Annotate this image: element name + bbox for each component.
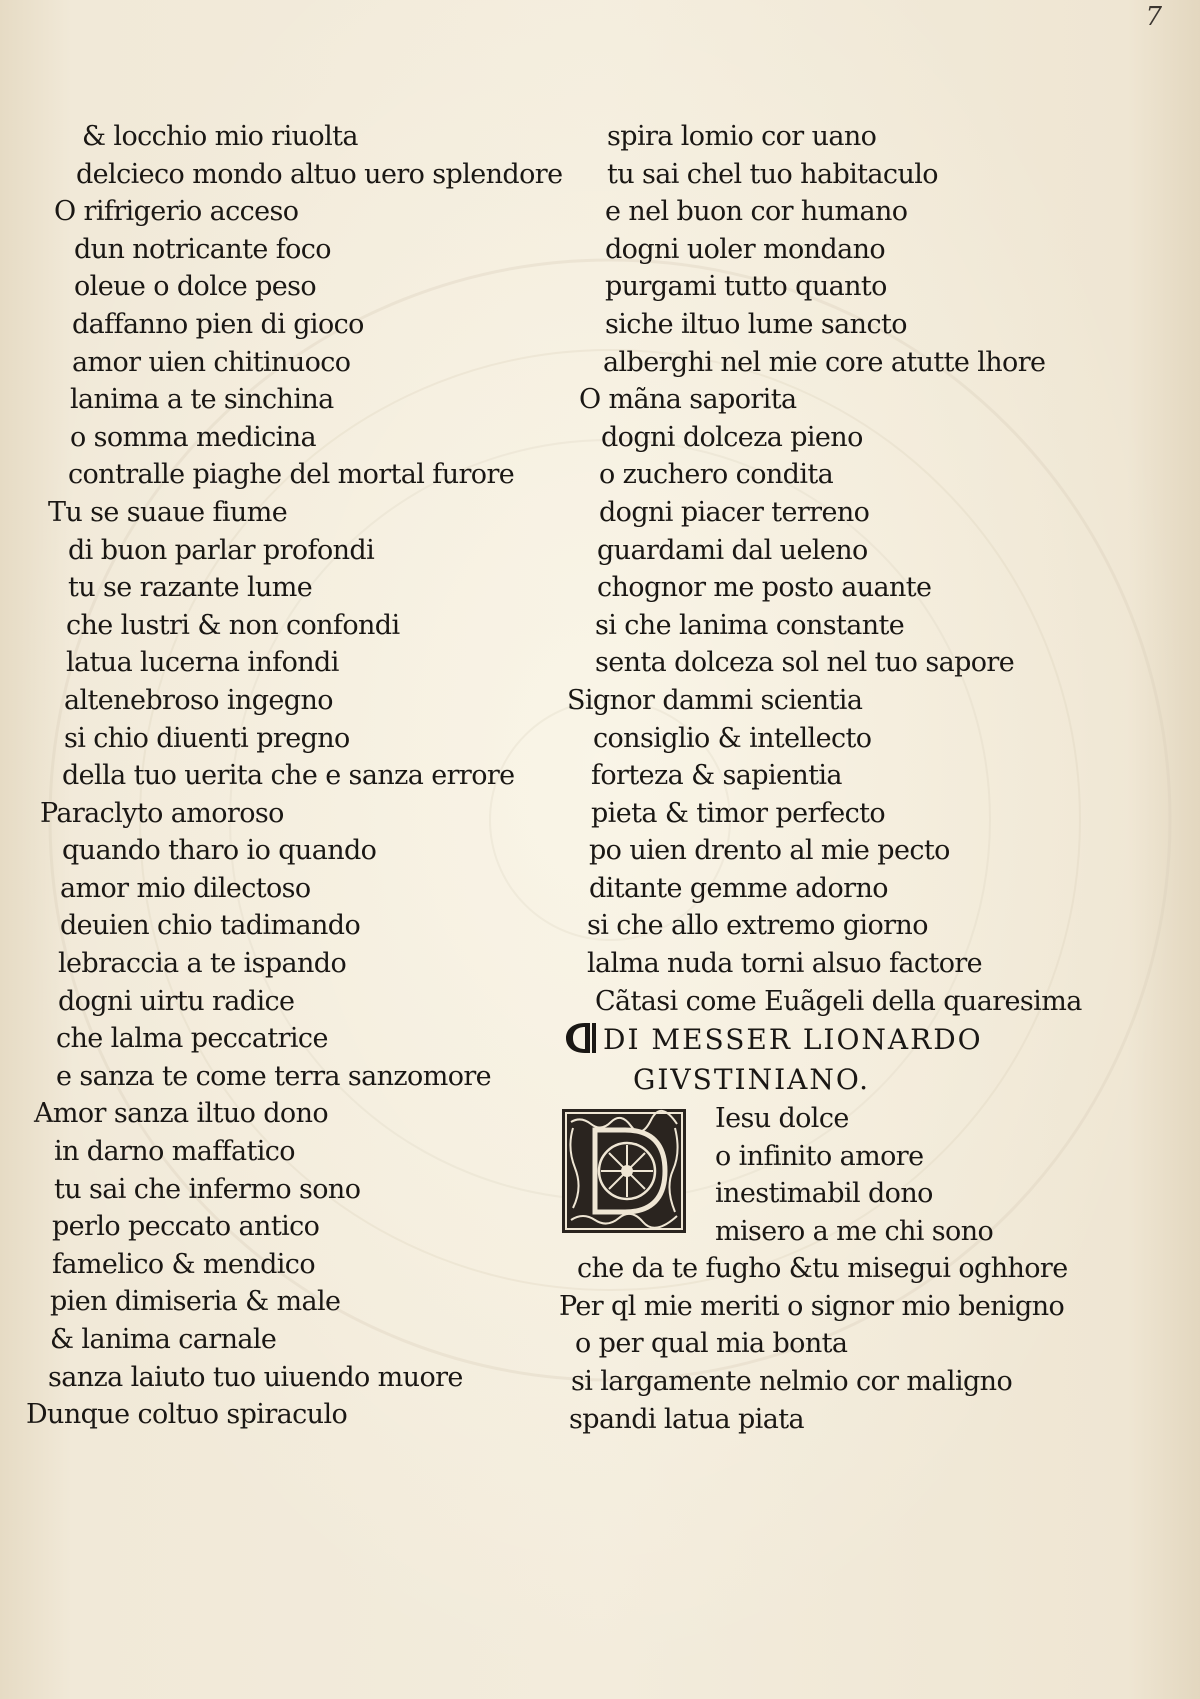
verse-line: pieta & timor perfecto	[591, 797, 886, 829]
verse-line: Per ql mie meriti o signor mio benigno	[559, 1290, 1065, 1322]
verse-line: lanima a te sinchina	[70, 384, 334, 416]
verse-line: perlo peccato antico	[52, 1211, 320, 1243]
verse-line: o per qual mia bonta	[575, 1328, 848, 1360]
verse-line: dogni uirtu radice	[58, 985, 295, 1017]
verse-line: si chio diuenti pregno	[64, 722, 350, 754]
verse-line: misero a me chi sono	[715, 1216, 994, 1248]
verse-line: amor uien chitinuoco	[72, 346, 351, 378]
verse-line: tu sai che infermo sono	[54, 1173, 361, 1205]
decorated-initial-icon	[561, 1108, 687, 1234]
pilcrow-icon	[563, 1021, 599, 1055]
verse-line: guardami dal ueleno	[597, 534, 868, 566]
verse-line: spira lomio cor uano	[607, 121, 877, 152]
verse-line: della tuo uerita che e sanza errore	[62, 760, 515, 792]
verse-line: & locchio mio riuolta	[82, 121, 358, 152]
section-heading-continued	[555, 1060, 1055, 1100]
verse-line: si largamente nelmio cor maligno	[571, 1366, 1013, 1398]
verse-line: dogni dolceza pieno	[601, 421, 863, 453]
verse-line: lalma nuda torni alsuo factore	[587, 948, 983, 980]
verse-line: dogni piacer terreno	[599, 496, 870, 528]
verse-line: che lalma peccatrice	[56, 1023, 328, 1055]
right-column	[555, 118, 1082, 1438]
section-heading	[555, 1020, 1055, 1060]
verse-line: e nel buon cor humano	[605, 196, 908, 228]
verse-line: si che allo extremo giorno	[587, 910, 928, 942]
heading-line-1: DI MESSER LIONARDO	[603, 1023, 983, 1057]
verse-line: famelico & mendico	[52, 1248, 315, 1280]
verse-line: tu sai chel tuo habitaculo	[607, 158, 938, 190]
verse-line: dogni uoler mondano	[605, 233, 886, 265]
verse-line: delcieco mondo altuo uero splendore	[76, 158, 563, 190]
verse-line: ditante gemme adorno	[589, 872, 888, 904]
verse-line: Tu se suaue fiume	[48, 496, 288, 528]
verses-beside-initial	[715, 1100, 993, 1250]
folio-number: 7	[1145, 2, 1162, 32]
verse-line: latua lucerna infondi	[66, 647, 339, 679]
verse-line: amor mio dilectoso	[60, 872, 311, 904]
verse-line: Iesu dolce	[715, 1103, 849, 1135]
verse-line: daffanno pien di gioco	[72, 308, 364, 340]
verse-line: dun notricante foco	[74, 233, 331, 265]
verse-line: altenebroso ingegno	[64, 684, 333, 716]
verse-line: pien dimiseria & male	[50, 1286, 341, 1318]
verse-line: alberghi nel mie core atutte lhore	[603, 346, 1046, 378]
verse-line: tu se razante lume	[68, 572, 313, 604]
verse-line: inestimabil dono	[715, 1178, 933, 1210]
verse-line: che lustri & non confondi	[66, 609, 400, 641]
verse-line: Signor dammi scientia	[567, 684, 863, 716]
verse-line: quando tharo io quando	[62, 835, 377, 867]
verse-line: si che lanima constante	[595, 609, 905, 641]
verse-line: deuien chio tadimando	[60, 910, 361, 942]
verse-line: Amor sanza iltuo dono	[34, 1098, 329, 1130]
verse-line: o somma medicina	[70, 421, 316, 453]
verse-line: o zuchero condita	[599, 459, 834, 491]
initial-block	[555, 1100, 1055, 1250]
verse-line: contralle piaghe del mortal furore	[68, 459, 515, 491]
right-column-verses-continued	[555, 1250, 1068, 1438]
verse-line: Dunque coltuo spiraculo	[26, 1399, 348, 1431]
verse-line: oleue o dolce peso	[74, 271, 317, 303]
verse-line: Paraclyto amoroso	[40, 797, 284, 829]
verse-line: spandi latua piata	[569, 1403, 804, 1435]
verse-line: sanza laiuto tuo uiuendo muore	[48, 1361, 463, 1393]
right-column-verses	[555, 118, 1082, 1020]
verse-line: e sanza te come terra sanzomore	[56, 1060, 492, 1092]
verse-line: siche iltuo lume sancto	[605, 308, 907, 340]
verse-line: senta dolceza sol nel tuo sapore	[595, 647, 1015, 679]
verse-line: in darno maffatico	[54, 1136, 295, 1168]
verse-line: Cãtasi come Euãgeli della quaresima	[595, 985, 1082, 1017]
heading-line-2: GIVSTINIANO.	[633, 1063, 871, 1097]
verse-line: o infinito amore	[715, 1140, 924, 1172]
verse-line: chognor me posto auante	[597, 572, 932, 604]
verse-line: lebraccia a te ispando	[58, 948, 347, 980]
left-column	[26, 118, 563, 1434]
verse-line: purgami tutto quanto	[605, 271, 887, 303]
verse-line: consiglio & intellecto	[593, 722, 872, 754]
verse-line: che da te fugho &tu misegui oghhore	[577, 1253, 1068, 1285]
verse-line: O mãna saporita	[579, 384, 797, 416]
verse-line: & lanima carnale	[50, 1324, 277, 1355]
verse-line: O rifrigerio acceso	[54, 196, 299, 228]
verse-line: di buon parlar profondi	[68, 534, 375, 566]
verse-line: po uien drento al mie pecto	[589, 835, 950, 867]
verse-line: forteza & sapientia	[591, 760, 842, 792]
